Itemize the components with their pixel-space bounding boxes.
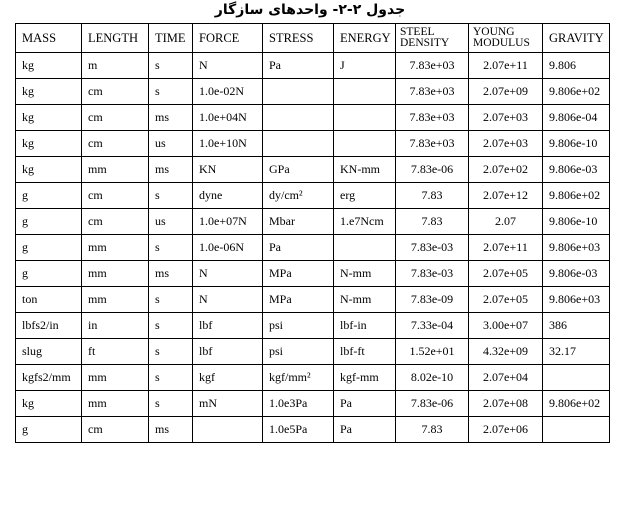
table-row	[16, 131, 610, 157]
cell-stress: Pa	[263, 235, 334, 261]
cell-stress: psi	[263, 313, 334, 339]
table-row	[16, 183, 610, 209]
cell-time: s	[149, 183, 193, 209]
cell-length: cm	[82, 105, 149, 131]
units-table	[15, 23, 610, 443]
table-row	[16, 209, 610, 235]
cell-young-modulus: 2.07e+11	[469, 53, 543, 79]
cell-steel-density: 7.33e-04	[396, 313, 469, 339]
cell-gravity: 32.17	[543, 339, 610, 365]
table-row	[16, 53, 610, 79]
col-gravity-header: GRAVITY	[543, 24, 610, 53]
cell-energy: N-mm	[334, 287, 396, 313]
cell-gravity: 9.806e-10	[543, 131, 610, 157]
cell-time: s	[149, 339, 193, 365]
cell-energy: erg	[334, 183, 396, 209]
cell-young-modulus: 2.07e+03	[469, 131, 543, 157]
cell-mass: g	[16, 183, 82, 209]
cell-gravity	[543, 417, 610, 443]
header-row	[16, 24, 610, 53]
table-caption: جدول ۲-۲- واحدهای سازگار	[214, 2, 406, 18]
cell-young-modulus: 2.07e+08	[469, 391, 543, 417]
cell-mass: kg	[16, 105, 82, 131]
cell-energy: 1.e7Ncm	[334, 209, 396, 235]
cell-mass: ton	[16, 287, 82, 313]
cell-steel-density: 7.83e-06	[396, 391, 469, 417]
cell-time: ms	[149, 105, 193, 131]
cell-time: ms	[149, 157, 193, 183]
cell-stress: 1.0e5Pa	[263, 417, 334, 443]
table-row	[16, 391, 610, 417]
cell-young-modulus: 2.07e+09	[469, 79, 543, 105]
cell-gravity: 9.806e+03	[543, 287, 610, 313]
cell-length: mm	[82, 261, 149, 287]
cell-time: s	[149, 235, 193, 261]
cell-steel-density: 8.02e-10	[396, 365, 469, 391]
cell-length: mm	[82, 391, 149, 417]
cell-gravity: 9.806	[543, 53, 610, 79]
cell-gravity: 9.806e-03	[543, 157, 610, 183]
cell-stress: dy/cm²	[263, 183, 334, 209]
cell-energy	[334, 131, 396, 157]
cell-force: mN	[193, 391, 263, 417]
cell-time: s	[149, 287, 193, 313]
col-time-header: TIME	[149, 24, 193, 53]
cell-energy: J	[334, 53, 396, 79]
col-stress-header: STRESS	[263, 24, 334, 53]
table-row	[16, 79, 610, 105]
cell-time: s	[149, 365, 193, 391]
cell-energy	[334, 79, 396, 105]
cell-length: mm	[82, 157, 149, 183]
cell-steel-density: 7.83e-09	[396, 287, 469, 313]
cell-young-modulus: 2.07	[469, 209, 543, 235]
cell-length: cm	[82, 79, 149, 105]
table-body	[16, 53, 610, 443]
cell-steel-density: 7.83e-03	[396, 235, 469, 261]
col-mass-header: MASS	[16, 24, 82, 53]
cell-energy: lbf-ft	[334, 339, 396, 365]
cell-steel-density: 7.83e+03	[396, 105, 469, 131]
cell-steel-density: 7.83e+03	[396, 53, 469, 79]
cell-steel-density: 7.83	[396, 417, 469, 443]
cell-mass: kg	[16, 79, 82, 105]
table-row	[16, 105, 610, 131]
cell-energy: N-mm	[334, 261, 396, 287]
cell-steel-density: 7.83e-06	[396, 157, 469, 183]
cell-force: dyne	[193, 183, 263, 209]
cell-mass: slug	[16, 339, 82, 365]
cell-force: 1.0e+10N	[193, 131, 263, 157]
cell-stress: Mbar	[263, 209, 334, 235]
cell-steel-density: 7.83e-03	[396, 261, 469, 287]
cell-time: s	[149, 79, 193, 105]
cell-young-modulus: 2.07e+11	[469, 235, 543, 261]
cell-stress: MPa	[263, 287, 334, 313]
cell-force: KN	[193, 157, 263, 183]
cell-force: 1.0e+07N	[193, 209, 263, 235]
cell-stress	[263, 79, 334, 105]
cell-gravity	[543, 365, 610, 391]
cell-length: m	[82, 53, 149, 79]
cell-force: lbf	[193, 313, 263, 339]
cell-length: mm	[82, 287, 149, 313]
cell-mass: g	[16, 209, 82, 235]
cell-young-modulus: 2.07e+05	[469, 287, 543, 313]
cell-time: ms	[149, 417, 193, 443]
cell-length: cm	[82, 183, 149, 209]
cell-energy	[334, 235, 396, 261]
cell-mass: g	[16, 417, 82, 443]
cell-gravity: 9.806e+02	[543, 183, 610, 209]
col-energy-header: ENERGY	[334, 24, 396, 53]
cell-time: s	[149, 53, 193, 79]
cell-time: us	[149, 209, 193, 235]
cell-gravity: 9.806e-03	[543, 261, 610, 287]
cell-gravity: 9.806e+02	[543, 79, 610, 105]
cell-mass: kg	[16, 391, 82, 417]
cell-length: mm	[82, 235, 149, 261]
table-row	[16, 157, 610, 183]
cell-young-modulus: 2.07e+06	[469, 417, 543, 443]
cell-gravity: 9.806e-10	[543, 209, 610, 235]
cell-force: 1.0e+04N	[193, 105, 263, 131]
col-young-modulus-header: YOUNG MODULUS	[469, 24, 543, 53]
cell-young-modulus: 2.07e+04	[469, 365, 543, 391]
cell-stress: MPa	[263, 261, 334, 287]
cell-steel-density: 7.83e+03	[396, 79, 469, 105]
cell-steel-density: 7.83e+03	[396, 131, 469, 157]
cell-length: cm	[82, 417, 149, 443]
table-row	[16, 235, 610, 261]
cell-energy: kgf-mm	[334, 365, 396, 391]
table-row	[16, 287, 610, 313]
cell-young-modulus: 2.07e+02	[469, 157, 543, 183]
cell-time: s	[149, 313, 193, 339]
cell-young-modulus: 2.07e+05	[469, 261, 543, 287]
cell-stress: GPa	[263, 157, 334, 183]
cell-stress: 1.0e3Pa	[263, 391, 334, 417]
table-row	[16, 417, 610, 443]
cell-gravity: 9.806e+02	[543, 391, 610, 417]
cell-time: s	[149, 391, 193, 417]
cell-stress: Pa	[263, 53, 334, 79]
cell-mass: g	[16, 235, 82, 261]
cell-force: N	[193, 53, 263, 79]
col-force-header: FORCE	[193, 24, 263, 53]
cell-energy: Pa	[334, 417, 396, 443]
cell-energy	[334, 105, 396, 131]
cell-force: kgf	[193, 365, 263, 391]
table-row	[16, 365, 610, 391]
cell-time: us	[149, 131, 193, 157]
cell-length: in	[82, 313, 149, 339]
cell-length: ft	[82, 339, 149, 365]
table-row	[16, 339, 610, 365]
cell-mass: kg	[16, 53, 82, 79]
cell-energy: Pa	[334, 391, 396, 417]
cell-steel-density: 7.83	[396, 209, 469, 235]
cell-steel-density: 1.52e+01	[396, 339, 469, 365]
cell-force	[193, 417, 263, 443]
table-row	[16, 313, 610, 339]
cell-force: N	[193, 287, 263, 313]
cell-stress	[263, 131, 334, 157]
cell-young-modulus: 4.32e+09	[469, 339, 543, 365]
col-length-header: LENGTH	[82, 24, 149, 53]
col-steel-density-header: STEEL DENSITY	[396, 24, 469, 53]
cell-mass: lbfs2/in	[16, 313, 82, 339]
cell-force: lbf	[193, 339, 263, 365]
cell-stress: kgf/mm²	[263, 365, 334, 391]
cell-force: 1.0e-06N	[193, 235, 263, 261]
cell-mass: kg	[16, 131, 82, 157]
cell-stress	[263, 105, 334, 131]
cell-length: cm	[82, 131, 149, 157]
cell-length: cm	[82, 209, 149, 235]
cell-young-modulus: 2.07e+12	[469, 183, 543, 209]
cell-stress: psi	[263, 339, 334, 365]
cell-force: N	[193, 261, 263, 287]
cell-young-modulus: 2.07e+03	[469, 105, 543, 131]
cell-force: 1.0e-02N	[193, 79, 263, 105]
cell-mass: kgfs2/mm	[16, 365, 82, 391]
cell-mass: g	[16, 261, 82, 287]
cell-steel-density: 7.83	[396, 183, 469, 209]
cell-young-modulus: 3.00e+07	[469, 313, 543, 339]
cell-length: mm	[82, 365, 149, 391]
cell-gravity: 386	[543, 313, 610, 339]
cell-time: ms	[149, 261, 193, 287]
cell-gravity: 9.806e-04	[543, 105, 610, 131]
cell-energy: KN-mm	[334, 157, 396, 183]
cell-gravity: 9.806e+03	[543, 235, 610, 261]
table-row	[16, 261, 610, 287]
cell-mass: kg	[16, 157, 82, 183]
cell-energy: lbf-in	[334, 313, 396, 339]
